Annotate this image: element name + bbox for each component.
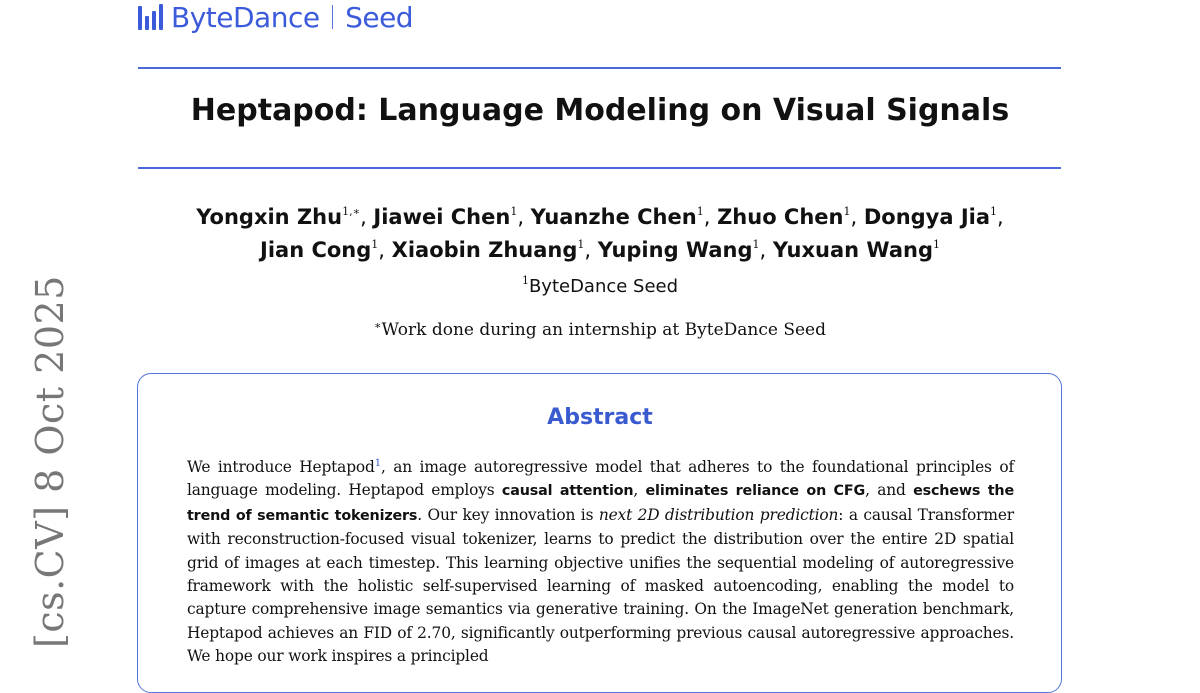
author: Xiaobin Zhuang$^1$, [391, 238, 598, 262]
footnote-internship: ∗Work done during an internship at ByteDance Seed [374, 319, 826, 340]
author: Zhuo Chen$^1$, [717, 205, 864, 229]
arxiv-stamp: [cs.CV] 8 Oct 2025 [28, 275, 72, 648]
author: Yuxuan Wang$^1$ [772, 238, 940, 262]
author: Jian Cong$^1$, [260, 238, 392, 262]
top-rule [138, 67, 1061, 69]
footnote-link[interactable]: 1 [374, 458, 381, 469]
title-bottom-rule [138, 167, 1061, 169]
abstract-heading: Abstract [547, 405, 653, 430]
paper-title: Heptapod: Language Modeling on Visual Signals [190, 93, 1010, 128]
bytedance-seed-logo [138, 0, 413, 34]
author-list [160, 198, 1040, 264]
author: Yongxin Zhu$^{1,∗}$, [196, 205, 374, 229]
abstract-text: We introduce Heptapod$^1$, an image autoregressive model that adheres to the foundational principles of language modeling. Heptapod employs causal attention, eliminates reliance on CFG, and eschews the trend of semantic tokenizers. Our key innovation is next 2D distribution prediction: a causal Transformer with reconstruction-focused visual tokenizer, learns to predict the distribution over the entire 2D spatial grid of images at each timestep. This learning objective unifies the sequential modeling of autoregressive framework with the holistic self-supervised learning of masked autoencoding, enabling the model to capture comprehensive image semantics via generative training. On the ImageNet generation benchmark, Heptapod achieves an FID of 2.70, significantly outperforming previous causal autoregressive approaches. We hope our work inspires a principled [187, 458, 1014, 666]
affiliation: $^1$ByteDance Seed [521, 274, 679, 297]
logo-divider [332, 5, 334, 29]
author: Yuping Wang$^1$, [597, 238, 773, 262]
logo-product-text: Seed [345, 0, 414, 34]
author: Yuanzhe Chen$^1$, [530, 205, 718, 229]
bytedance-logo-icon [138, 4, 163, 30]
author: Dongya Jia$^1$, [863, 205, 1004, 229]
logo-brand-text: ByteDance [171, 0, 320, 34]
author: Jiawei Chen$^1$, [373, 205, 531, 229]
